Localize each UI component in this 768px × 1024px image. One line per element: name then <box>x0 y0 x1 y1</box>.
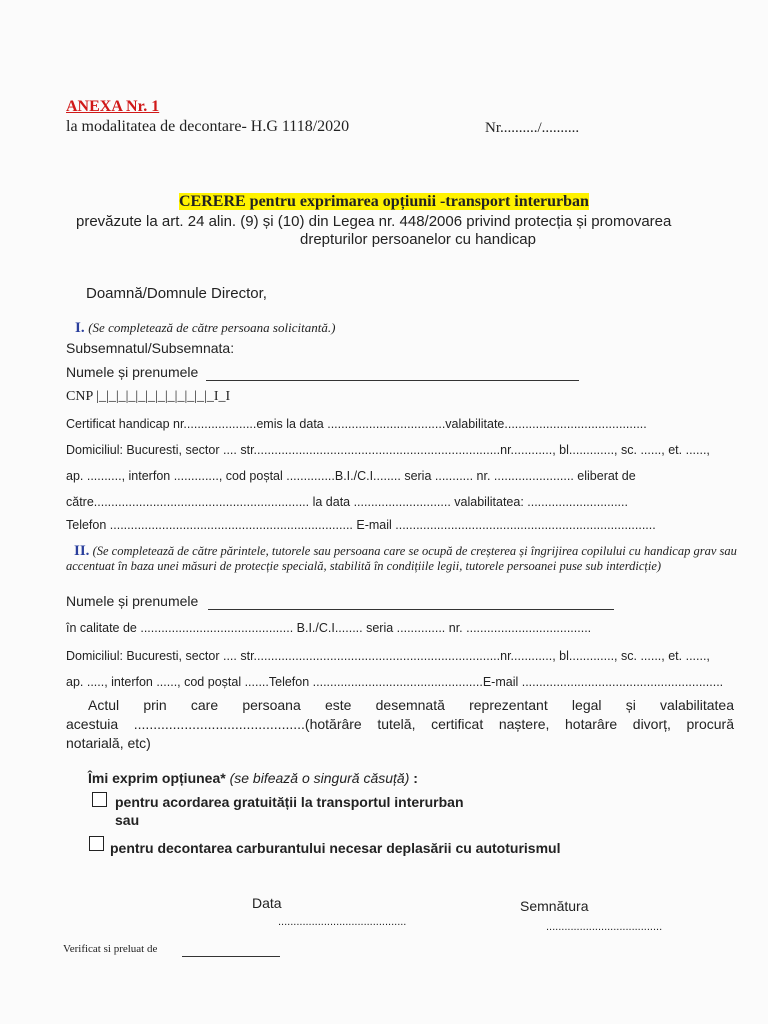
date-field[interactable]: .......................................... <box>278 916 407 928</box>
option-2-checkbox[interactable] <box>89 836 104 851</box>
name-field-2[interactable] <box>208 609 614 610</box>
address-line-1: Domiciliul: Bucuresti, sector .... str.......................................................................nr............, bl............., sc. ......, et. ......, <box>66 443 710 457</box>
legal-act-line-2: acestuia ............................................(hotărâre tutelă, certificat naștere, hotarâre divorț, procură <box>66 716 734 732</box>
title-legal-basis: prevăzute la art. 24 alin. (9) și (10) din Legea nr. 448/2006 privind protecția și promovarea <box>76 213 672 230</box>
option-1-label: pentru acordarea gratuității la transportul interurban <box>115 794 464 810</box>
title-legal-basis-cont: drepturilor persoanelor cu handicap <box>300 231 536 248</box>
address-line-3: Domiciliul: Bucuresti, sector .... str.......................................................................nr............, bl............., sc. ......, et. ......, <box>66 649 710 663</box>
annex-subtitle: la modalitatea de decontare- H.G 1118/2020 <box>66 118 350 135</box>
verified-by-field[interactable] <box>182 956 280 957</box>
title-highlight-1: CERERE pentru exprimarea opțiunii - <box>179 193 446 210</box>
issued-by-line: către.............................................................. la data ............................ valabilitatea: ............................. <box>66 495 628 509</box>
annex-number: ANEXA Nr. 1 <box>66 98 160 115</box>
cnp-field[interactable]: CNP |_|_|_|_|_|_|_|_|_|_|_|_I_I <box>66 389 231 404</box>
option-1-checkbox[interactable] <box>92 792 107 807</box>
name-label-1: Numele și prenumele <box>66 364 199 380</box>
option-2-label: pentru decontarea carburantului necesar deplasării cu autoturismul <box>110 840 561 856</box>
title-highlight-2: transport interurban <box>445 193 589 210</box>
verified-by-label: Verificat si preluat de <box>63 943 158 955</box>
option-separator: sau <box>115 812 140 828</box>
address-line-4: ap. ....., interfon ......, cod poștal .......Telefon .................................................E-mail .......................................................... <box>66 675 724 689</box>
section-1-note: (Se completează de către persoana solicitantă.) <box>88 320 336 335</box>
capacity-line: în calitate de ............................................ B.I./C.I........ seria .............. nr. .................................... <box>66 621 592 635</box>
legal-act-line-1: Actul prin care persoana este desemnată reprezentant legal și valabilitatea <box>88 697 734 713</box>
legal-act-line-3: notarială, etc) <box>66 735 151 751</box>
salutation: Doamnă/Domnule Director, <box>86 285 267 302</box>
options-heading <box>88 770 418 786</box>
section-2-numeral: II. <box>74 543 90 559</box>
document-title <box>179 193 589 211</box>
name-field-1[interactable] <box>206 380 579 381</box>
name-label-2: Numele și prenumele <box>66 593 199 609</box>
options-heading-label: Îmi exprim opțiunea* <box>88 770 226 786</box>
registration-number: Nr........../.......... <box>485 120 580 136</box>
date-label: Data <box>252 895 282 911</box>
options-heading-colon: : <box>413 770 418 786</box>
address-line-2: ap. .........., interfon ............., cod poștal ..............B.I./C.I........ seria ........... nr. ....................... eliberat de <box>66 469 636 483</box>
certificate-line: Certificat handicap nr.....................emis la data ..................................valabilitate......................................... <box>66 417 647 431</box>
section-1-heading <box>75 320 335 337</box>
section-2-note: (Se completează de către părintele, tutorele sau persoana care se ocupă de creșterea și îngrijirea copilului cu handicap grav sau accentuat în baza unei măsuri de protecție specială, stabilită în condițiile legii, tutorele persoanei puse sub interdicție) <box>66 544 737 573</box>
section-1-numeral: I. <box>75 320 85 336</box>
signature-field[interactable]: ...................................... <box>546 921 663 933</box>
subsemnatul-label: Subsemnatul/Subsemnata: <box>66 340 235 356</box>
options-heading-note: (se bifează o singură căsuță) <box>229 770 410 786</box>
phone-email-line-1: Telefon ...................................................................... E-mail ........................................................................... <box>66 518 656 532</box>
section-2-heading <box>66 544 738 574</box>
signature-label: Semnătura <box>520 898 589 914</box>
